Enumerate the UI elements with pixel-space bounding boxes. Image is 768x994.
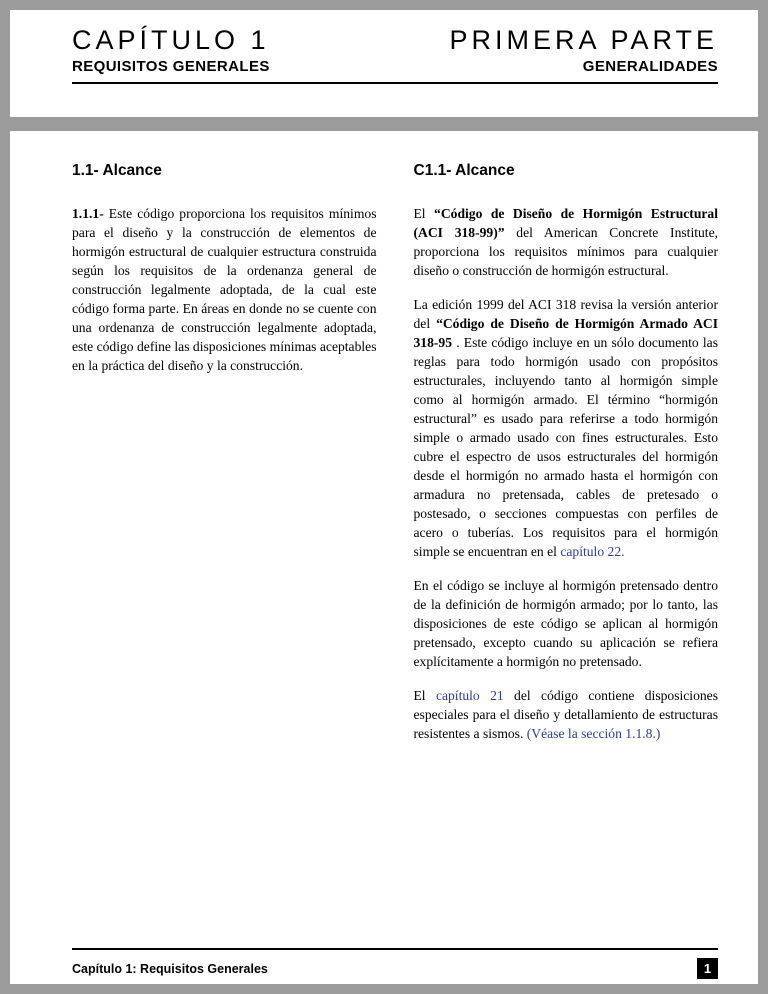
paragraph <box>414 576 719 671</box>
footer-chapter-label: Capítulo 1: Requisitos Generales <box>72 961 268 976</box>
cross-reference-link[interactable]: capítulo 21 <box>435 688 504 703</box>
text-segment: “Código de Diseño de Hormigón Estructural (ACI 318-99)” <box>413 206 718 240</box>
section-heading-code: 1.1- Alcance <box>72 162 162 179</box>
text-segment: La edición 1999 del ACI 318 revisa la versión anterior del <box>413 297 718 331</box>
paragraph <box>414 204 719 280</box>
cross-reference-link[interactable]: (Véase la sección 1.1.8.) <box>526 726 661 741</box>
section-heading-commentary: C1.1- Alcance <box>413 162 515 179</box>
chapter-subtitle: REQUISITOS GENERALES <box>72 57 270 75</box>
cross-reference-link[interactable]: capítulo 22. <box>560 544 625 559</box>
header-divider-band <box>0 117 768 131</box>
paragraph <box>414 295 719 561</box>
text-segment: 1.1.1- <box>72 206 109 221</box>
page-number-badge: 1 <box>697 958 718 979</box>
text-segment: del American Concrete Institute, proporciona los requisitos mínimos para cualquier diseño o construcción de hormigón estructural. <box>413 225 719 278</box>
text-segment: El <box>413 206 435 221</box>
text-segment: . Este código incluye en un sólo documento las reglas para todo hormigón usado con propósitos estructurales, incluyendo tanto al hormigón simple como al hormigón armado. El término “hormigón estructural” es usado para referirse a todo hormigón simple o armado usado con fines estructurales. Esto cubre el espectro de usos estructurales del hormigón desde el hormigón no armado hasta el hormigón con armadura no pretensada, cables de pretesado o postesado, o secciones compuestas con perfiles de acero o tuberías. Los requisitos para el hormigón simple se encuentran en el <box>413 335 718 559</box>
text-segment: En el código se incluye al hormigón pretensado dentro de la definición de hormigón armado; por lo tanto, las disposiciones de este código se aplican al hormigón pretensado, excepto cuando su aplicación se refiera explícitamente a hormigón no pretensado. <box>413 578 718 669</box>
part-title: PRIMERA PARTE <box>449 25 718 55</box>
paragraph <box>414 686 719 743</box>
page-footer <box>72 948 718 979</box>
text-segment: del código contiene disposiciones especiales para el diseño y detallamiento de estructuras resistentes a sismos. <box>413 688 719 741</box>
text-segment: Este código proporciona los requisitos mínimos para el diseño y la construcción de elementos de hormigón estructural de cualquier estructura construida según los requisitos de la ordenanza general de construcción legalmente adoptada, de la cual este código forma parte. En áreas en donde no se cuente con una ordenanza de construcción legalmente adoptada, este código define las disposiciones mínimas aceptables en la práctica del diseño y la construcción. <box>72 206 377 373</box>
two-column-content <box>72 162 718 743</box>
header-right <box>449 26 718 75</box>
paragraph <box>72 204 377 375</box>
text-segment: “Código de Diseño de Hormigón Armado ACI 318-95 <box>413 316 718 350</box>
page-header <box>72 26 718 84</box>
commentary-column <box>414 162 719 743</box>
document-page <box>10 10 758 984</box>
code-column <box>72 162 377 743</box>
header-left <box>72 26 270 75</box>
header-row <box>72 26 718 75</box>
text-segment: El <box>413 688 436 703</box>
chapter-title: CAPÍTULO 1 <box>72 25 270 55</box>
part-subtitle: GENERALIDADES <box>582 57 718 75</box>
